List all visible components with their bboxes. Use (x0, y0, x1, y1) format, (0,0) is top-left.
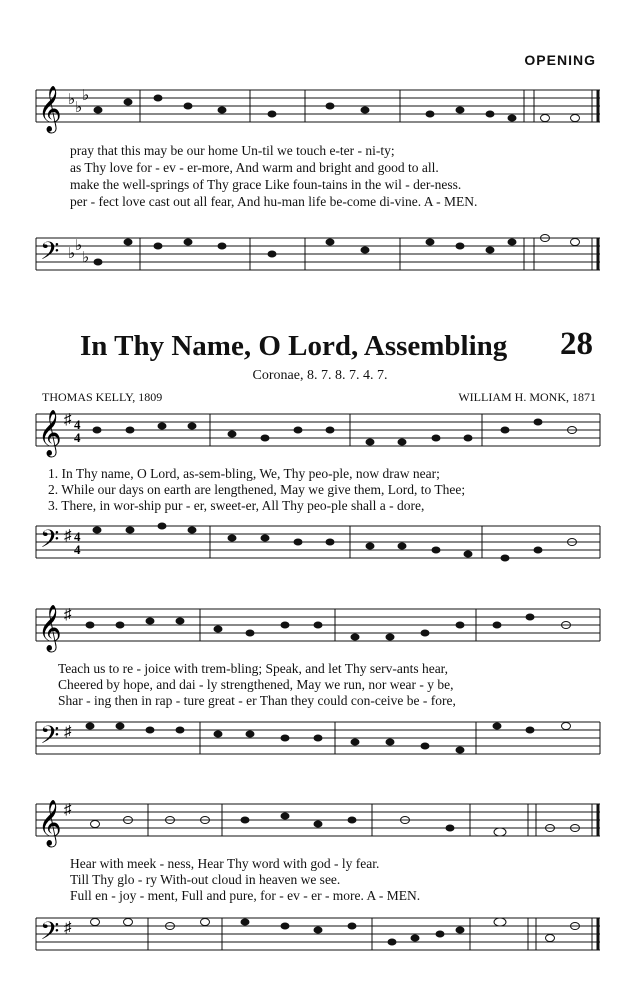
svg-text:♭: ♭ (82, 250, 90, 266)
bass-clef-icon: 𝄢 (40, 238, 60, 271)
system-2-bass-staff (0, 708, 640, 788)
svg-text:4: 4 (74, 417, 81, 432)
system-1-lyric-1: 1. In Thy name, O Lord, as-sem-bling, We, Thy peo-ple, now draw near; (48, 466, 440, 481)
svg-text:♭: ♭ (75, 100, 83, 116)
svg-text:♯: ♯ (64, 607, 72, 623)
system-1-bass-staff (0, 512, 640, 592)
svg-text:4: 4 (74, 542, 81, 557)
prev-lyric-line-1: pray that this may be our home Un-til we touch e-ter - ni-ty; (70, 143, 395, 158)
svg-text:♯: ♯ (64, 920, 72, 936)
treble-clef-icon: 𝄞 (38, 86, 62, 131)
svg-text:♯: ♯ (64, 724, 72, 740)
svg-text:♯: ♯ (64, 528, 72, 544)
system-2-lyric-3: Shar - ing then in rap - ture great - er Than they could con-ceive be - fore, (58, 693, 456, 708)
bass-clef-icon: 𝄢 (40, 526, 60, 559)
hymn-number: 28 (560, 326, 593, 362)
treble-clef-icon: 𝄞 (38, 410, 62, 455)
prev-hymn-treble-staff (0, 70, 640, 150)
words-credit: THOMAS KELLY, 1809 (42, 390, 163, 404)
prev-lyric-line-3: make the well-springs of Thy grace Like foun-tains in the wil - der-ness. (70, 177, 462, 192)
svg-text:♭: ♭ (75, 238, 83, 254)
svg-text:4: 4 (74, 529, 81, 544)
system-3-treble-staff (0, 790, 640, 860)
svg-text:4: 4 (74, 430, 81, 445)
hymn-title: In Thy Name, O Lord, Assembling (80, 330, 508, 362)
svg-text:♯: ♯ (64, 802, 72, 818)
system-3-lyric-2: Till Thy glo - ry With-out cloud in heaven we see. (70, 872, 341, 887)
music-credit: WILLIAM H. MONK, 1871 (458, 390, 596, 404)
system-2-lyric-1: Teach us to re - joice with trem-bling; Speak, and let Thy serv-ants hear, (58, 661, 449, 676)
svg-text:♭: ♭ (82, 88, 90, 104)
svg-text:♭: ♭ (68, 92, 76, 108)
system-1-treble-staff (0, 400, 640, 470)
prev-lyric-line-4: per - fect love cast out all fear, And hu-man life be-come di-vine. A - MEN. (70, 194, 478, 209)
prev-lyric-line-2: as Thy love for - ev - er-more, And warm and bright and good to all. (70, 160, 439, 175)
tune-name: Coronae, 8. 7. 8. 7. 4. 7. (252, 368, 388, 383)
treble-clef-icon: 𝄞 (38, 800, 62, 845)
system-3-bass-staff (0, 904, 640, 984)
system-1-lyric-2: 2. While our days on earth are lengthened, May we give them, Lord, to Thee; (48, 482, 466, 497)
bass-clef-icon: 𝄢 (40, 918, 60, 951)
prev-hymn-bass-staff (0, 218, 640, 298)
system-1-lyric-3: 3. There, in wor-ship pur - er, sweet-er, All Thy peo-ple shall a - dore, (48, 498, 425, 513)
system-2-treble-staff (0, 595, 640, 665)
section-label: OPENING (524, 52, 596, 68)
svg-text:♭: ♭ (68, 246, 76, 262)
system-2-lyric-2: Cheered by hope, and dai - ly strengthened, May we run, nor wear - y be, (58, 677, 454, 692)
treble-clef-icon: 𝄞 (38, 605, 62, 650)
system-3-lyric-1: Hear with meek - ness, Hear Thy word with god - ly fear. (70, 856, 380, 871)
system-3-lyric-3: Full en - joy - ment, Full and pure, for - ev - er - more. A - MEN. (70, 888, 421, 903)
svg-text:♯: ♯ (64, 412, 72, 428)
bass-clef-icon: 𝄢 (40, 722, 60, 755)
